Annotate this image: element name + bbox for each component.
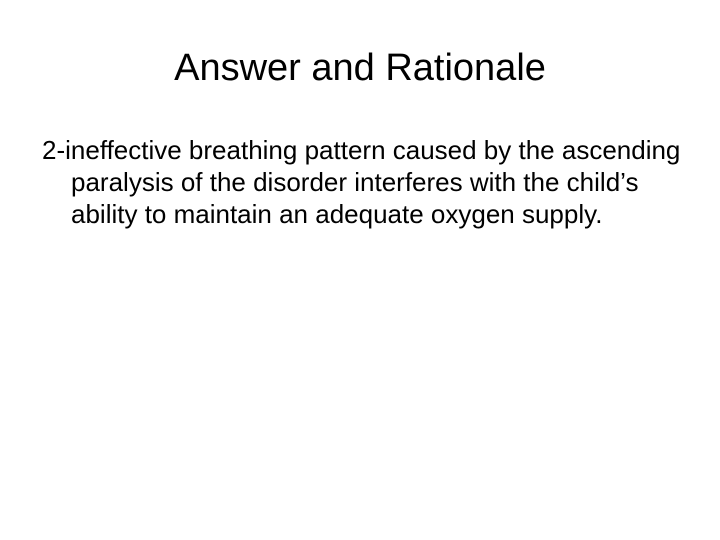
answer-rationale-text: 2-ineffective breathing pattern caused by the ascending paralysis of the disorder interferes with the child’s ability to maintain an adequate oxygen supply. <box>42 135 681 229</box>
slide-body <box>42 134 692 230</box>
slide-title: Answer and Rationale <box>174 47 546 89</box>
